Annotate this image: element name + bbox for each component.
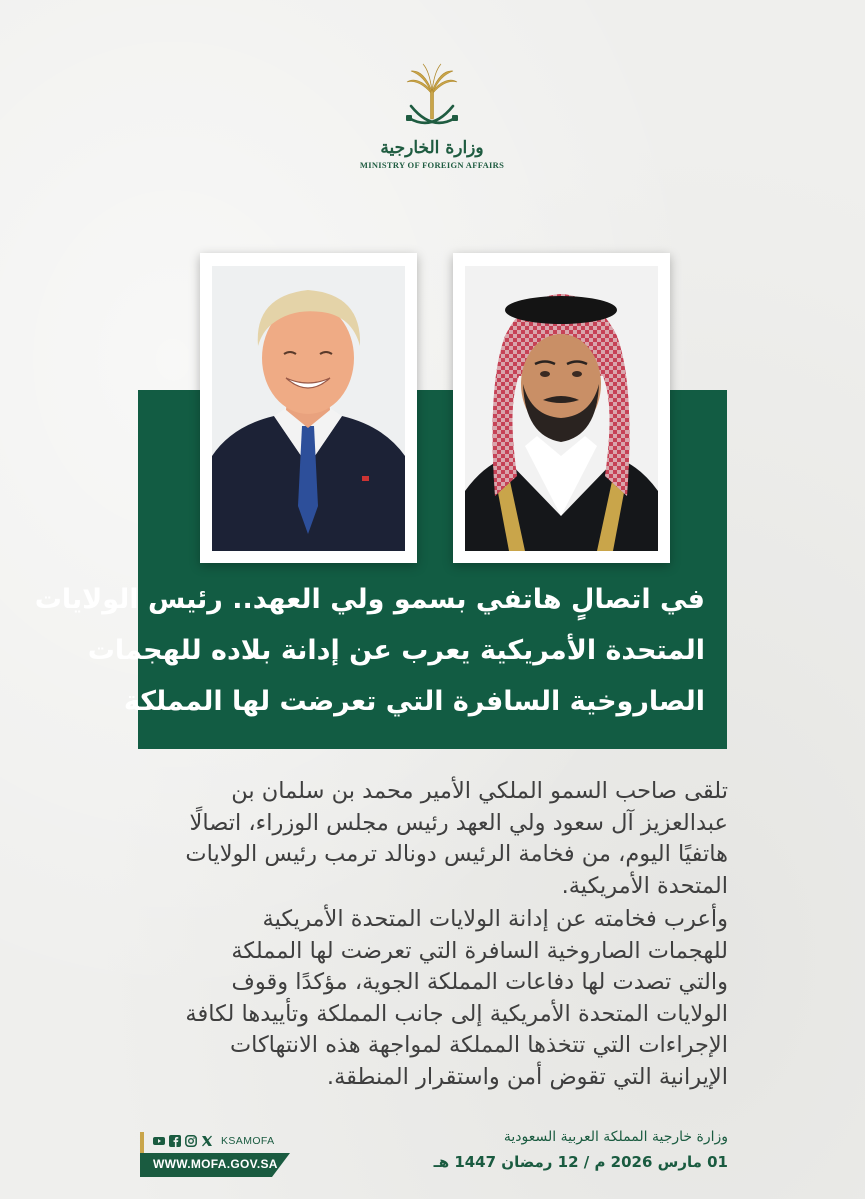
body-line: المتحدة الأمريكية. (561, 872, 728, 899)
ministry-logo (352, 62, 512, 192)
photo-frame-left (200, 253, 417, 563)
body-line: والتي تصدت لها دفاعات المملكة الجوية، مؤكدًا وقوف (231, 969, 728, 995)
body-line: عبدالعزيز آل سعود ولي العهد رئيس مجلس الوزراء، اتصالًا (189, 809, 728, 836)
headline (34, 574, 705, 727)
logo-arabic-text: وزارة الخارجية (380, 138, 484, 158)
logo-english-text: MINISTRY OF FOREIGN AFFAIRS (359, 160, 505, 170)
body-line: تلقى صاحب السمو الملكي الأمير محمد بن سلمان بن (231, 778, 728, 804)
palm-swords-emblem-icon (399, 62, 465, 134)
body-line: وأعرب فخامته عن إدانة الولايات المتحدة الأمريكية (262, 906, 728, 932)
youtube-icon[interactable] (153, 1135, 165, 1147)
portrait-photo-icon (212, 266, 405, 551)
body-line: الإجراءات التي تتخذها المملكة لمواجهة هذه الانتهاكات (229, 1032, 728, 1058)
body-line: الإيرانية التي تقوض أمن واستقرار المنطقة. (326, 1063, 728, 1090)
headline-line: المتحدة الأمريكية يعرب عن إدانة بلاده للهجمات (87, 635, 705, 666)
social-row (140, 1132, 300, 1150)
website-link[interactable]: WWW.MOFA.GOV.SA (153, 1157, 278, 1171)
photo-frame-right (453, 253, 670, 563)
footer-date: 01 مارس 2026 م / 12 رمضان 1447 هـ (433, 1153, 728, 1171)
footer-info (433, 1127, 728, 1173)
portrait-photo-icon (465, 266, 658, 551)
x-icon[interactable] (201, 1135, 213, 1147)
headline-line: الصاروخية السافرة التي تعرضت لها المملكة (123, 686, 705, 717)
social-handle[interactable]: KSAMOFA (221, 1135, 275, 1147)
body-line: الولايات المتحدة الأمريكية إلى جانب المملكة وتأييدها لكافة (185, 1000, 728, 1027)
facebook-icon[interactable] (169, 1135, 181, 1147)
body-line: للهجمات الصاروخية السافرة التي تعرضت لها المملكة (231, 937, 728, 964)
body-line: هاتفيًا اليوم، من فخامة الرئيس دونالد ترمب رئيس الولايات (185, 841, 728, 867)
social-block (140, 1132, 300, 1182)
body-text (128, 776, 728, 1093)
footer-ministry: وزارة خارجية المملكة العربية السعودية (503, 1129, 728, 1145)
headline-line: في اتصالٍ هاتفي بسمو ولي العهد.. رئيس الولايات (34, 584, 705, 615)
instagram-icon[interactable] (185, 1135, 197, 1147)
